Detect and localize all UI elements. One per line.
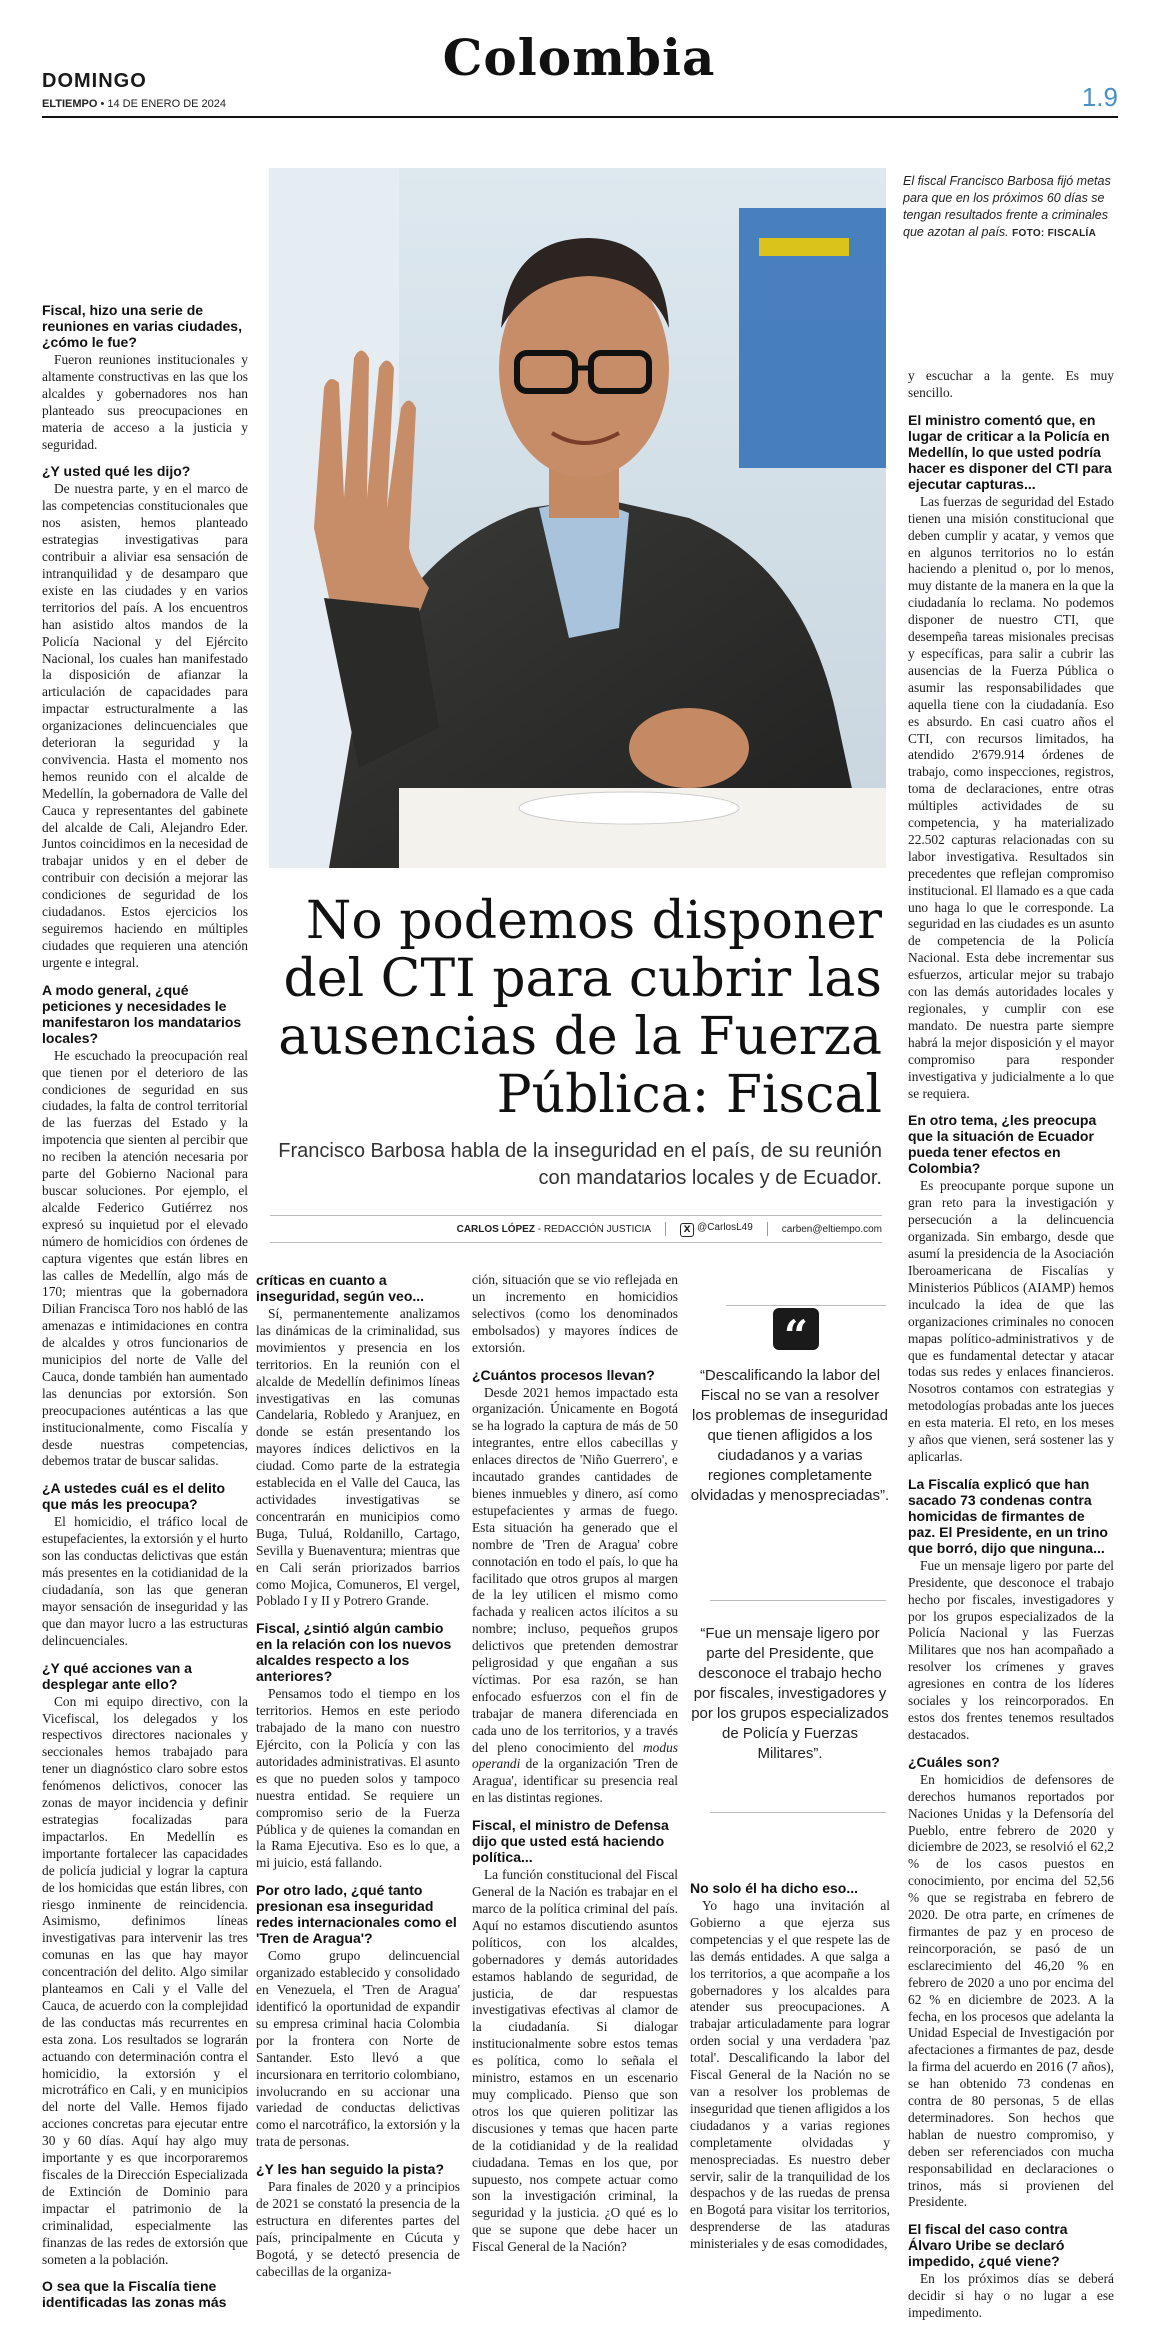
question: ¿A ustedes cuál es el delito que más les preocupa?	[42, 1480, 226, 1513]
answer: De nuestra parte, y en el marco de las competencias constitucionales que nos asisten, hemos planteado estrategias investigativas para contribuir a aliviar esa sensación de intranquilidad y de desamparo que existe en las ciudades y en varios territorios del país. A los encuentros han asistido altos mandos de la Policía Nacional y del Ejército Nacional, los cuales han manifestado la disposición de afianzar la articulación de capacidades para impactar estructuralmente a las organizaciones delincuenciales que deterioran la seguridad y la convivencia. Hasta el momento nos hemos reunido con el alcalde de Medellín, la gobernadora de Valle del Cauca y representantes del gabinete del alcalde de Cali, Alejandro Eder. Juntos coincidimos en la necesidad de trabajar unidos y en el deber de contribuir con decisión a mejorar las condiciones de seguridad de los ciudadanos. Estos ejercicios los seguiremos haciendo en múltiples ciudades que requieren una atención urgente e integral.	[42, 481, 248, 970]
byline	[270, 1215, 882, 1243]
question: Fiscal, hizo una serie de reuniones en varias ciudades, ¿cómo le fue?	[42, 302, 242, 350]
question: ¿Cuáles son?	[908, 1753, 1000, 1770]
question: La Fiscalía explicó que han sacado 73 condenas contra homicidas de firmantes de paz. El Presidente, en un trino que borró, dijo que ninguna...	[908, 1475, 1108, 1556]
fiscal-photo	[269, 168, 886, 868]
question: No solo él ha dicho eso...	[690, 1880, 859, 1896]
question: ¿Y les han seguido la pista?	[256, 2161, 445, 2178]
question: A modo general, ¿qué peticiones y necesidades le manifestaron los mandatarios locales?	[42, 981, 242, 1046]
photo-credit: FOTO: FISCALÍA	[1012, 228, 1097, 239]
pull-quote-2: “Fue un mensaje ligero por parte del Presidente, que desconoce el trabajo hecho por fiscales, investigadores y por los grupos especializados de Policía y Fuerzas Militares”.	[691, 1625, 889, 1762]
question: El fiscal del caso contra Álvaro Uribe se declaró impedido, ¿qué viene?	[908, 2221, 1068, 2270]
answer: ción, situación que se vio reflejada en un incremento en homicidios selectivos (como los denominados embolsados) y mayores índices de extorsión.	[472, 1272, 678, 1355]
quote-icon: “	[773, 1308, 819, 1350]
answer: Las fuerzas de seguridad del Estado tienen una misión constitucional que deben cumplir y acatar, y vemos que en algunos territorios no lo están haciendo a plenitud o, por lo menos, muy distante de la manera en la que la ciudadanía lo reclama. No podemos disponer de nuestro CTI, que desempeña tareas misionales precisas y específicas, para salir a cubrir las ausencias de la Fuerza Pública o asumir las responsabilidades que aquella tiene con la ciudadanía. Eso es absurdo. En casi cuatro años el CTI, con recursos limitados, ha atendido 2'679.914 órdenes de trabajo, como inspecciones, registros, toma de declaraciones, entre otras múltiples actividades de su competencia, y ha materializado 22.502 capturas relacionadas con su labor investigativa. Resultados sin precedentes que reflejan compromiso institucional. El llamado es a que cada uno haga lo que le corresponde. La seguridad en las ciudades es un asunto de competencia de la Policía Nacional. Esta debe incrementar sus esfuerzos, articular mejor su trabajo con las demás autoridades locales y regionales, y cumplir con ese mandato. De nuestra parte siempre habrá la mejor disposición y el mayor compromiso para responder investigativa y judicialmente a lo que se requiera.	[908, 493, 1115, 1101]
section-title: Colombia	[442, 28, 716, 87]
article-column-5	[908, 368, 1114, 2331]
header-rule	[42, 116, 1118, 118]
answer: He escuchado la preocupación real que tienen por el deterioro de las condiciones de seguridad en sus ciudades, la falta de control territorial de las fuerzas del Estado y la impotencia que sienten al percibir que no reciben la atención necesaria por parte del Gobierno Nacional para buscar soluciones. Por ejemplo, el alcalde Federico Gutiérrez nos expresó su inquietud por el elevado número de homicidios con órdenes de captura vigentes que están libres en las calles de Medellín, algo más de 170; mientras que la gobernadora Dilian Francisca Toro nos habló de las amenazas e intimidaciones en contra de alcaldes y otros funcionarios de municipios del norte de Valle del Cauca, donde también han aumentado las denuncias por extorsión. Son preocupaciones auténticas a las que institucionalmente, como Fiscalía y desde nuestras competencias, debemos tratar de buscar salidas.	[42, 1047, 248, 1469]
question: ¿Y qué acciones van a desplegar ante ello?	[42, 1659, 192, 1692]
question: Fiscal, el ministro de Defensa dijo que usted está haciendo política...	[472, 1817, 669, 1866]
issue-date: • 14 DE ENERO DE 2024	[97, 98, 226, 110]
answer: Fue un mensaje ligero por parte del Presidente, que desconoce el trabajo hecho por fiscales, investigadores y por los grupos especializados de la Policía Nacional y las Fuerzas Militares que nos han acompañado a resolver los crímenes y graves agresiones en contra de los líderes sociales y los reincorporados. En estos dos frentes tenemos resultados destacados.	[908, 1557, 1114, 1742]
byline-divider	[665, 1222, 666, 1236]
question: En otro tema, ¿les preocupa que la situación de Ecuador pueda tener efectos en Colombia?	[908, 1112, 1097, 1177]
quote-rule	[710, 1812, 886, 1813]
caption-text: El fiscal Francisco Barbosa fijó metas para que en los próximos 60 días se tengan resultados frente a criminales que azotan al país.	[903, 174, 1111, 239]
answer: Como grupo delincuencial organizado establecido y consolidado en Venezuela, el 'Tren de Aragua' identificó la oportunidad de expandir su empresa criminal hacia Colombia por la frontera con Norte de Santander. Esto llevó a que incursionara en territorio colombiano, involucrando en su accionar una variedad de conductas delictivas como el narcotráfico, la extorsión y la trata de personas.	[256, 1948, 460, 2150]
answer: Desde 2021 hemos impactado esta organización. Únicamente en Bogotá se ha logrado la captura de más de 50 integrantes, entre ellos cabecillas y enlaces directos de 'Niño Guerrero', e incautado grandes cantidades de bienes inmuebles y dinero, así como estupefacientes y armas de fuego. Esta situación ha generado que el nombre de 'Tren de Aragua' cobre connotación en todo el país, lo que ha facilitado que otros grupos al margen de la ley utilicen el mismo como fachada y realicen actos ilícitos a su nombre; incluso, pequeños grupos delictivos que pretenden demostrar peligrosidad y que engañan a sus víctimas. Por esa razón, se han enfocado esfuerzos con el fin de trabajar de manera diferenciada en cada uno de los territorios, y a través del pleno conocimiento del modus operandi de la organización 'Tren de Aragua', identificar su presencia real en las distintas regiones.	[472, 1384, 678, 1806]
quote-rule	[726, 1305, 886, 1306]
x-icon: X	[680, 1223, 694, 1237]
answer: Con mi equipo directivo, con la Vicefiscal, los delegados y los respectivos directores nacionales y seccionales hemos trabajado para tener un diagnóstico claro sobre estos fenómenos delictivos, conocer las zonas de mayor incidencia y definir estrategias focalizadas para impactarlos. En Medellín es importante fortalecer las capacidades de policía judicial y lograr la captura de los homicidas que están libres, con riesgo inminente de reincidencia. Asimismo, definimos líneas investigativas para intervenir las tres comunas en las que hay mayor concentración del delito. Algo similar planteamos en Cali y el Valle del Cauca, de acuerdo con la complejidad de las conductas más recurrentes en esta zona. Los resultados se lograrán actuando con determinación contra el homicidio, la extorsión y el microtráfico en Cali, y en municipios del norte del Valle. Hemos fijado acciones concretas para ejecutar entre 30 y 60 días. Aquí hay algo muy importante y es que incorporaremos fiscales de la Dirección Especializada de Extinción de Dominio para impactar el patrimonio de la criminalidad, especialmente las finanzas de las redes de extorsión que someten a la población.	[42, 1693, 248, 2267]
answer: Fueron reuniones institucionales y altamente constructivas en las que los alcaldes y gobernadores nos han planteado sus preocupaciones en materia de acceso a la justicia y seguridad.	[42, 352, 248, 452]
question: El ministro comentó que, en lugar de criticar a la Policía en Medellín, lo que usted podría hacer es disponer del CTI para ejecutar capturas...	[908, 411, 1112, 492]
article-column-4	[690, 1880, 890, 2262]
author-email[interactable]: carben@eltiempo.com	[781, 1223, 882, 1235]
answer: Pensamos todo el tiempo en los territorios. Hemos en este periodo trabajado de la mano con nuestro Ejército, con la Policía y con las autoridades administrativas. El asunto es que no pueden solos y tampoco nuestra entidad. Se requiere un compromiso serio de la Fuerza Pública y de quienes la comandan en la Rama Ejecutiva. Eso es lo que, a mi juicio, está fallando.	[256, 1686, 460, 1871]
page-number: 1.9	[1081, 82, 1118, 112]
question: ¿Cuántos procesos llevan?	[472, 1366, 655, 1383]
brand-name: ELTIEMPO	[42, 98, 98, 110]
question: ¿Y usted qué les dijo?	[42, 463, 191, 480]
question: O sea que la Fiscalía tiene identificadas las zonas más	[42, 2278, 227, 2311]
question: Por otro lado, ¿qué tanto presionan esa inseguridad redes internacionales como el 'Tren de Aragua'?	[256, 1882, 457, 1947]
deck: Francisco Barbosa habla de la inseguridad en el país, de su reunión con mandatarios locales y de Ecuador.	[278, 1140, 882, 1189]
article-column-1	[42, 302, 248, 2312]
pull-quote-1: “Descalificando la labor del Fiscal no se van a resolver los problemas de inseguridad que tienen afligidos a los ciudadanos y a varias regiones completamente olvidadas y menospreciadas”.	[690, 1367, 890, 1504]
question: críticas en cuanto a inseguridad, según veo...	[256, 1272, 425, 1304]
byline-divider	[767, 1222, 768, 1236]
answer: Yo hago una invitación al Gobierno a que ejerza sus competencias y el que respete las de las demás entidades. A que salga a los territorios, a que acompañe a los gobernadores y los alcaldes para atender sus preocupaciones. A trabajar articuladamente para lograr orden social y una verdadera 'paz total'. Descalificando la labor del Fiscal General de la Nación no se van a resolver los problemas de inseguridad que tienen afligidos a los ciudadanos y a varias regiones completamente olvidadas y menospreciadas. Es nuestro deber servir, salir de la tranquilidad de los despachos y de las ruedas de prensa en Bogotá para visitar los territorios, desprenderse de las ataduras ministeriales y de esas comodidades,	[690, 1898, 890, 2252]
author: CARLOS LÓPEZ - REDACCIÓN JUSTICIA	[456, 1223, 652, 1235]
answer: En los próximos días se deberá decidir si hay o no lugar a ese impedimento.	[908, 2271, 1114, 2321]
twitter-handle[interactable]: X @CarlosL49	[680, 1222, 753, 1237]
photo-caption	[903, 173, 1113, 242]
answer: En homicidios de defensores de derechos humanos reportados por Naciones Unidas y la Defensoría del Pueblo, entre febrero de 2020 y diciembre de 2023, se resolvió el 62,2 % de los casos puestos en conocimiento, por encima del 52,56 % que se registraba en febrero de 2020. De otra parte, en crímenes de firmantes de paz y en proceso de reincorporación, se pasó de un esclarecimiento del 46,20 % en febrero de 2020 a uno por encima del 62 % en diciembre de 2023. A la fecha, en los procesos que adelanta la Unidad Especial de Investigación por afectaciones a firmantes de paz, desde la firma del acuerdo en 2016 (7 años), se han obtenido 73 condenas en contra de 80 personas, 5 de ellas determinadores. Son hechos que hablan de nuestro compromiso, y deben ser referenciados con mucha responsabilidad en declaraciones o trinos, más si provienen del Presidente.	[908, 1771, 1114, 2210]
article-column-2	[256, 1272, 460, 2290]
edition-day: DOMINGO	[42, 70, 147, 92]
answer: Es preocupante porque supone un gran reto para la investigación y persecución a la delincuencia organizada. Sin embargo, desde que asumí la presidencia de la Asociación Iberoamericana de Fiscalías y Ministerios Públicos (AIAMP) hemos inculcado la idea de que las organizaciones criminales no conocen mapas político-administrativos y de que es fundamental detectar y atacar todas sus redes y enlaces financieros. Nosotros contamos con estrategias y metodologías probadas ante los jueces en esta materia. El reto, en los meses y años que vienen, será sostener las y aplicarlas.	[908, 1178, 1114, 1464]
answer: Para finales de 2020 y a principios de 2021 se constató la presencia de la estructura en diferentes partes del país, principalmente en Cúcuta y Bogotá, y se detectó presencia de cabecillas de la organiza-	[256, 2179, 460, 2279]
question: Fiscal, ¿sintió algún cambio en la relación con los nuevos alcaldes respecto a los anteriores?	[256, 1620, 452, 1685]
answer: El homicidio, el tráfico local de estupefacientes, la extorsión y el hurto son las conductas delictivas que están más presentes en la cotidianidad de la ciudadanía, son las que generan mayor sensación de inseguridad y las que dan mayor lucro a las estructuras delincuenciales.	[42, 1514, 248, 1648]
masthead-date	[42, 98, 226, 110]
answer: Sí, permanentemente analizamos las dinámicas de la criminalidad, sus movimientos y presencia en los territorios. En la reunión con el alcalde de Medellín definimos líneas investigativas en las comunas Candelaria, Robledo y Aranjuez, en donde se están presentando los mayores índices delictivos en la ciudad. Como parte de la estrategia establecida en el Valle del Cauca, las actividades investigativas se concentrarán en municipios como Buga, Tuluá, Roldanillo, Cartago, Sevilla y Buenaventura; mientras que en Cali serán priorizados barrios como Mojica, Comuneros, El vergel, Poblado I y II y Potrero Grande.	[256, 1306, 460, 1609]
article-column-3	[472, 1272, 678, 2265]
quote-rule	[710, 1600, 886, 1601]
headline: No podemos disponer del CTI para cubrir las ausencias de la Fuerza Pública: Fiscal	[278, 891, 882, 1125]
answer: y escuchar a la gente. Es muy sencillo.	[908, 368, 1114, 400]
answer: La función constitucional del Fiscal General de la Nación es trabajar en el marco de la política criminal del país. Aquí no estamos discutiendo asuntos políticos, con los alcaldes, gobernadores y demás autoridades estamos hablando de seguridad, de justicia, de dar respuestas investigativas efectivas al clamor de la ciudadanía. Si dialogar institucionalmente sobre estos temas es política, como lo señala el ministro, estamos en un escenario muy complicado. Pienso que son otros los que quieren politizar las discusiones y temas que hacen parte de la cotidianidad y de la realidad ciudadana. Temas en los que, por supuesto, nos compete actuar como son la investigación criminal, la seguridad y la justicia. ¿O qué es lo que se supone que debe hacer un Fiscal General de la Nación?	[472, 1867, 678, 2255]
